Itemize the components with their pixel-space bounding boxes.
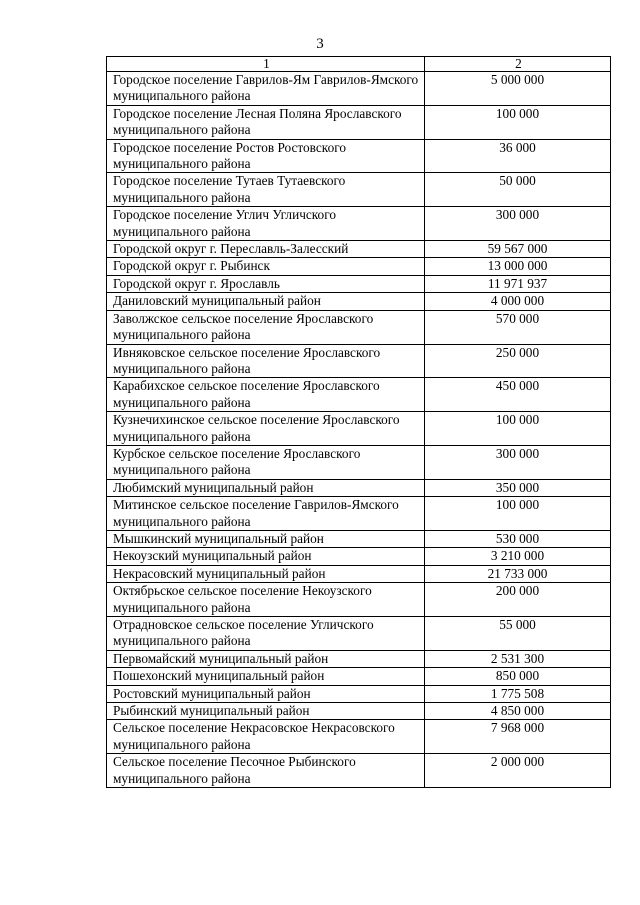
recipient-name-cell: Некоузский муниципальный район xyxy=(107,548,425,565)
amount-cell: 570 000 xyxy=(425,310,611,344)
table-row xyxy=(107,497,611,531)
amount-cell: 55 000 xyxy=(425,617,611,651)
table-row xyxy=(107,720,611,754)
table-row xyxy=(107,583,611,617)
table-row xyxy=(107,530,611,547)
recipient-name-cell: Сельское поселение Некрасовское Некрасовского муниципального района xyxy=(107,720,425,754)
recipient-name-cell: Городское поселение Ростов Ростовского муниципального района xyxy=(107,139,425,173)
amount-cell: 200 000 xyxy=(425,583,611,617)
amount-cell: 100 000 xyxy=(425,105,611,139)
table-row xyxy=(107,378,611,412)
amount-cell: 4 850 000 xyxy=(425,703,611,720)
amount-cell: 350 000 xyxy=(425,479,611,496)
recipient-name-cell: Некрасовский муниципальный район xyxy=(107,565,425,582)
amount-cell: 4 000 000 xyxy=(425,293,611,310)
amount-cell: 5 000 000 xyxy=(425,72,611,106)
table-row xyxy=(107,668,611,685)
amount-cell: 36 000 xyxy=(425,139,611,173)
recipient-name-cell: Заволжское сельское поселение Ярославского муниципального района xyxy=(107,310,425,344)
table-row xyxy=(107,617,611,651)
recipient-name-cell: Городское поселение Гаврилов-Ям Гаврилов-Ямского муниципального района xyxy=(107,72,425,106)
recipient-name-cell: Городской округ г. Рыбинск xyxy=(107,258,425,275)
recipient-name-cell: Городское поселение Углич Угличского муниципального района xyxy=(107,207,425,241)
recipient-name-cell: Даниловский муниципальный район xyxy=(107,293,425,310)
recipient-name-cell: Пошехонский муниципальный район xyxy=(107,668,425,685)
recipient-name-cell: Первомайский муниципальный район xyxy=(107,650,425,667)
table-row xyxy=(107,139,611,173)
column-header-1: 1 xyxy=(107,57,425,72)
recipient-name-cell: Сельское поселение Песочное Рыбинского муниципального района xyxy=(107,754,425,788)
column-header-2: 2 xyxy=(425,57,611,72)
recipient-name-cell: Митинское сельское поселение Гаврилов-Ямского муниципального района xyxy=(107,497,425,531)
table-row xyxy=(107,173,611,207)
amount-cell: 50 000 xyxy=(425,173,611,207)
recipient-name-cell: Мышкинский муниципальный район xyxy=(107,530,425,547)
recipient-name-cell: Отрадновское сельское поселение Угличского муниципального района xyxy=(107,617,425,651)
amount-cell: 300 000 xyxy=(425,445,611,479)
recipient-name-cell: Ивняковское сельское поселение Ярославского муниципального района xyxy=(107,344,425,378)
amount-cell: 300 000 xyxy=(425,207,611,241)
table-row xyxy=(107,754,611,788)
amount-cell: 11 971 937 xyxy=(425,275,611,292)
table-row xyxy=(107,703,611,720)
amount-cell: 59 567 000 xyxy=(425,241,611,258)
table-row xyxy=(107,479,611,496)
recipient-name-cell: Ростовский муниципальный район xyxy=(107,685,425,702)
table-row xyxy=(107,105,611,139)
amount-cell: 21 733 000 xyxy=(425,565,611,582)
amount-cell: 13 000 000 xyxy=(425,258,611,275)
recipient-name-cell: Городской округ г. Переславль-Залесский xyxy=(107,241,425,258)
table-row xyxy=(107,241,611,258)
amount-cell: 850 000 xyxy=(425,668,611,685)
table-row xyxy=(107,344,611,378)
allocation-table xyxy=(106,56,611,788)
table-row xyxy=(107,650,611,667)
table-row xyxy=(107,565,611,582)
amount-cell: 1 775 508 xyxy=(425,685,611,702)
recipient-name-cell: Рыбинский муниципальный район xyxy=(107,703,425,720)
table-row xyxy=(107,293,611,310)
recipient-name-cell: Карабихское сельское поселение Ярославского муниципального района xyxy=(107,378,425,412)
table-row xyxy=(107,72,611,106)
table-row xyxy=(107,685,611,702)
recipient-name-cell: Курбское сельское поселение Ярославского муниципального района xyxy=(107,445,425,479)
amount-cell: 530 000 xyxy=(425,530,611,547)
amount-cell: 250 000 xyxy=(425,344,611,378)
amount-cell: 7 968 000 xyxy=(425,720,611,754)
amount-cell: 100 000 xyxy=(425,412,611,446)
table-row xyxy=(107,207,611,241)
amount-cell: 100 000 xyxy=(425,497,611,531)
table-header-row xyxy=(107,57,611,72)
table-row xyxy=(107,412,611,446)
recipient-name-cell: Городское поселение Тутаев Тутаевского муниципального района xyxy=(107,173,425,207)
recipient-name-cell: Городской округ г. Ярославль xyxy=(107,275,425,292)
recipient-name-cell: Кузнечихинское сельское поселение Ярославского муниципального района xyxy=(107,412,425,446)
page-number: 3 xyxy=(316,36,324,52)
amount-cell: 3 210 000 xyxy=(425,548,611,565)
amount-cell: 450 000 xyxy=(425,378,611,412)
amount-cell: 2 531 300 xyxy=(425,650,611,667)
table-row xyxy=(107,548,611,565)
recipient-name-cell: Любимский муниципальный район xyxy=(107,479,425,496)
table-row xyxy=(107,445,611,479)
table-row xyxy=(107,310,611,344)
amount-cell: 2 000 000 xyxy=(425,754,611,788)
table-row xyxy=(107,275,611,292)
table-row xyxy=(107,258,611,275)
recipient-name-cell: Октябрьское сельское поселение Некоузского муниципального района xyxy=(107,583,425,617)
recipient-name-cell: Городское поселение Лесная Поляна Ярославского муниципального района xyxy=(107,105,425,139)
